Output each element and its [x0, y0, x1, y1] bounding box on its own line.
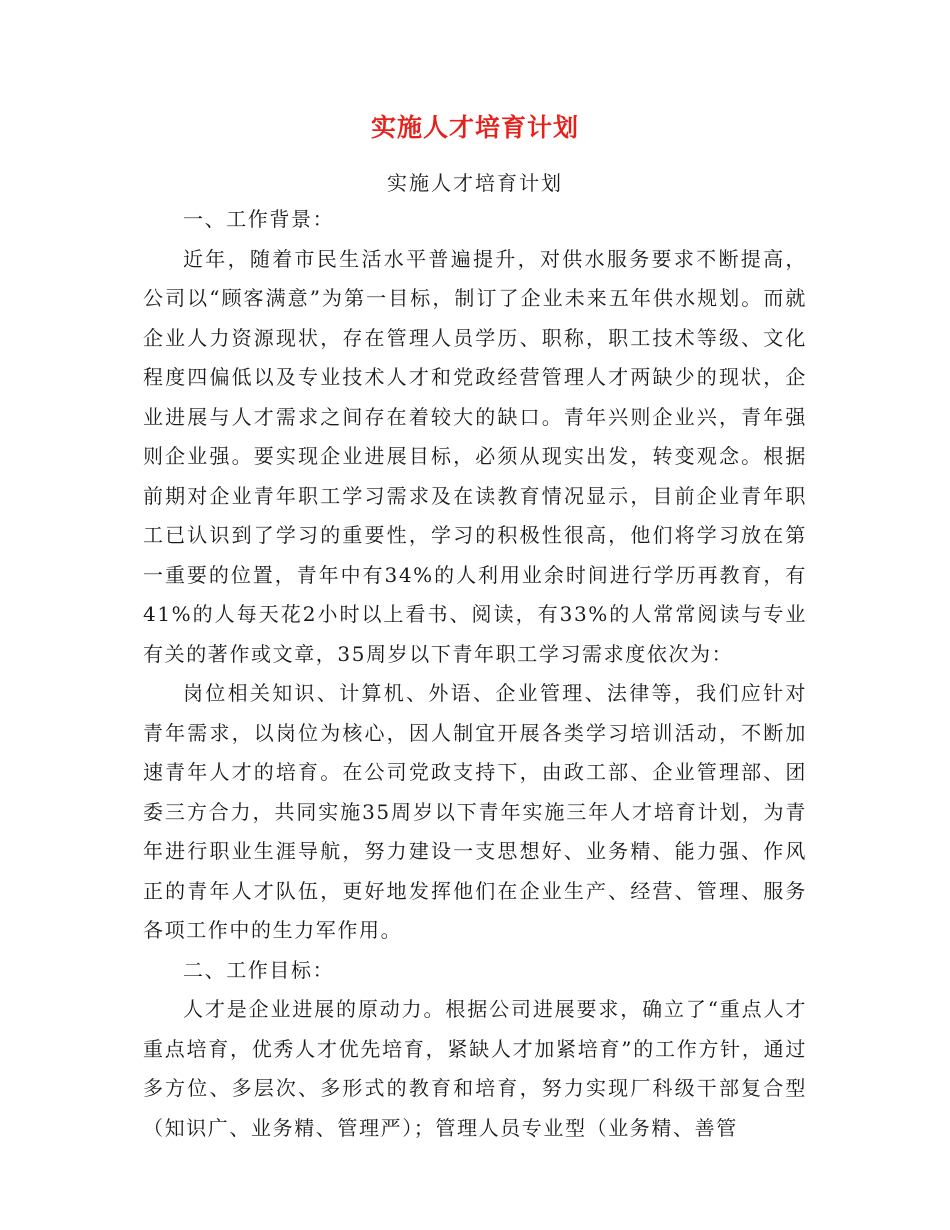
paragraph-goals: 人才是企业进展的原动力。根据公司进展要求，确立了“重点人才重点培育，优秀人才优先培育，紧缺人才加紧培育”的工作方针，通过多方位、多层次、多形式的教育和培育，努力实现厂科级干部复合型（知识广、业务精、管理严）；管理人员专业型（业务精、善管 [143, 997, 807, 1140]
document-body [143, 200, 807, 1148]
paragraph-background: 近年，随着市民生活水平普遍提升，对供水服务要求不断提高，公司以“顾客满意”为第一目标，制订了企业未来五年供水规划。而就企业人力资源现状，存在管理人员学历、职称，职工技术等级、文化程度四偏低以及专业技术人才和党政经营管理人才两缺少的现状，企业进展与人才需求之间存在着较大的缺口。青年兴则企业兴，青年强则企业强。要实现企业进展目标，必须从现实出发，转变观念。根据前期对企业青年职工学习需求及在读教育情况显示，目前企业青年职工已认识到了学习的重要性，学习的积极性很高，他们将学习放在第一重要的位置，青年中有34%的人利用业余时间进行学历再教育，有41%的人每天花2小时以上看书、阅读，有33%的人常常阅读与专业有关的著作或文章，35周岁以下青年职工学习需求度依次为： [143, 246, 807, 666]
section-heading-goals: 二、工作目标： [183, 957, 335, 982]
document-title: 实施人才培育计划 [370, 113, 579, 142]
document-subtitle: 实施人才培育计划 [387, 171, 563, 195]
section-heading-background: 一、工作背景： [183, 207, 335, 231]
paragraph-training-plan: 岗位相关知识、计算机、外语、企业管理、法律等，我们应针对青年需求，以岗位为核心，因人制宜开展各类学习培训活动，不断加速青年人才的培育。在公司党政支持下，由政工部、企业管理部、团委三方合力，共同实施35周岁以下青年实施三年人才培育计划，为青年进行职业生涯导航，努力建设一支思想好、业务精、能力强、作风正的青年人才队伍，更好地发挥他们在企业生产、经营、管理、服务各项工作中的生力军作用。 [143, 681, 807, 942]
